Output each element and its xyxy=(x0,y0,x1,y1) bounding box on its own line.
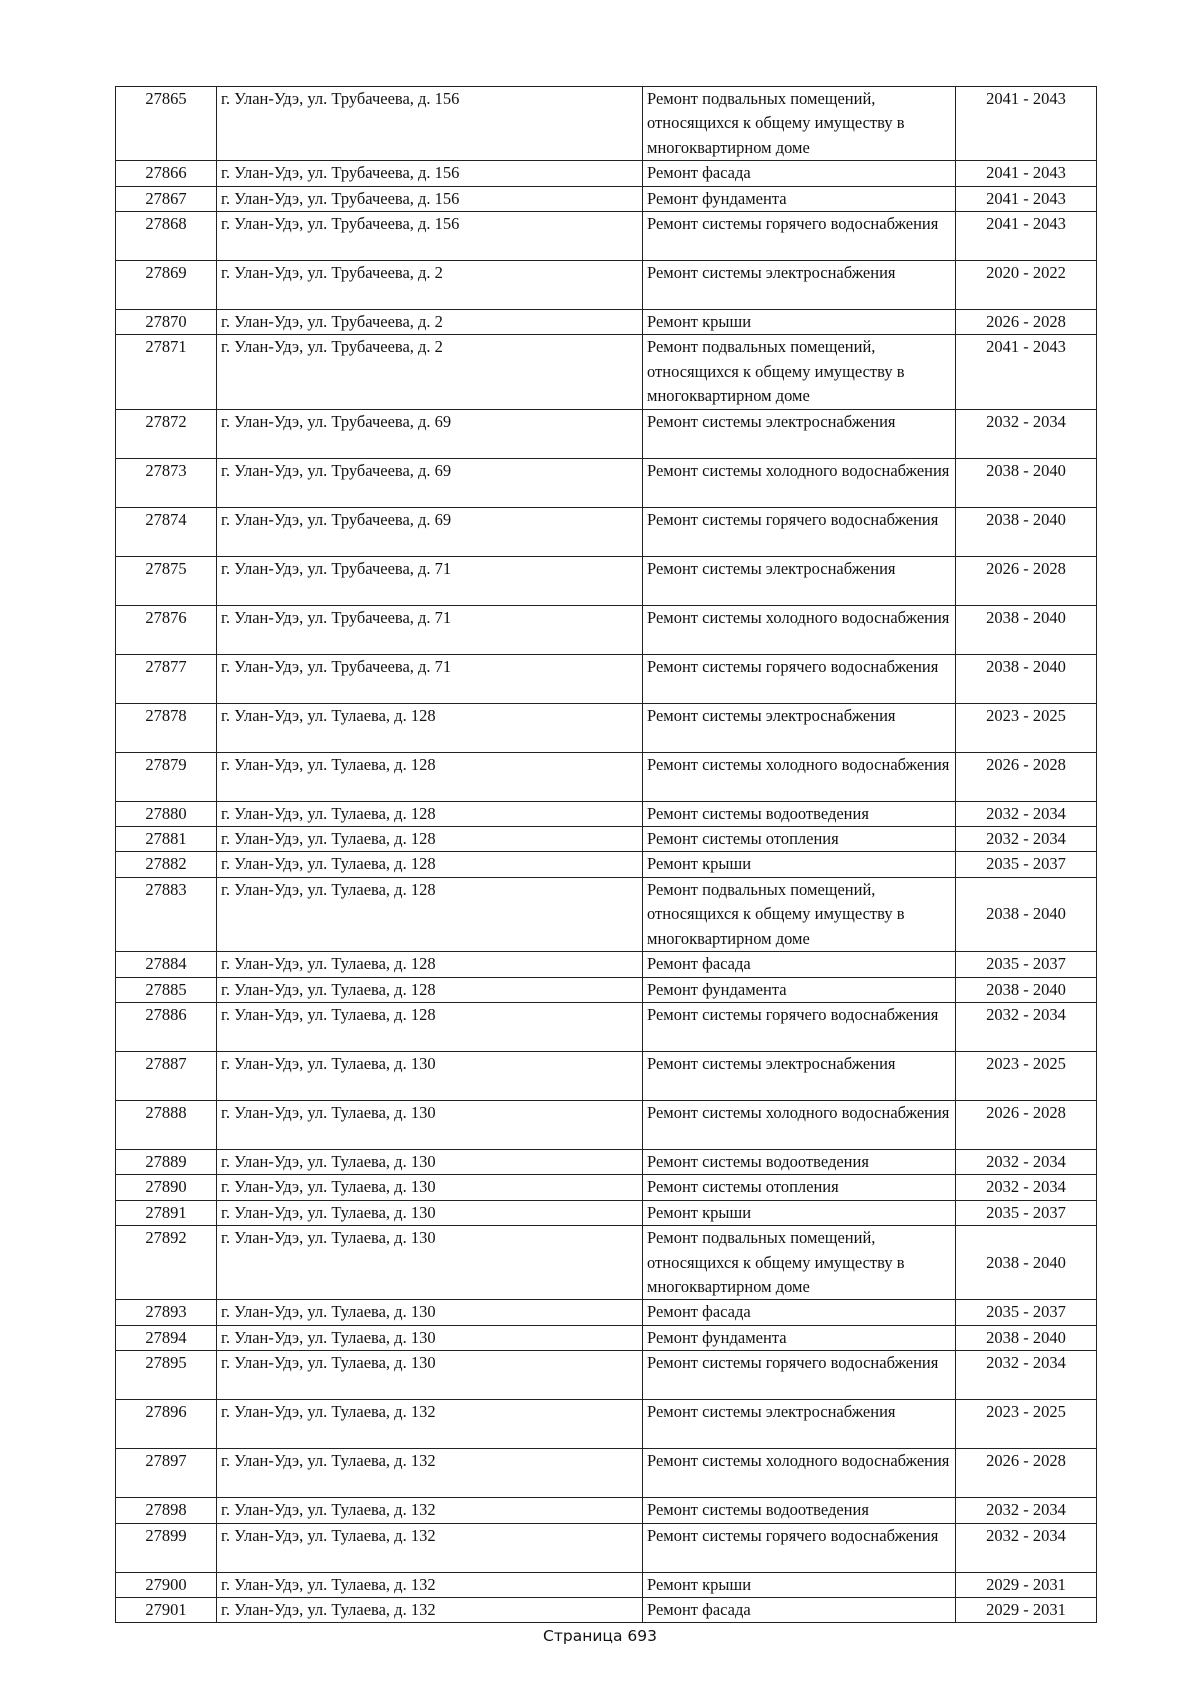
address-cell: г. Улан-Удэ, ул. Трубачеева, д. 2 xyxy=(217,261,643,310)
row-number-cell: 27874 xyxy=(116,507,217,556)
work-type-cell: Ремонт фундамента xyxy=(643,1325,956,1350)
table-row xyxy=(116,1400,1097,1449)
row-number-cell: 27875 xyxy=(116,556,217,605)
years-cell: 2038 - 2040 xyxy=(956,877,1097,951)
row-number-cell: 27887 xyxy=(116,1051,217,1100)
row-number-cell: 27885 xyxy=(116,977,217,1002)
table-row xyxy=(116,654,1097,703)
work-type-cell: Ремонт крыши xyxy=(643,1200,956,1225)
work-type-cell: Ремонт подвальных помещений, относящихся к общему имуществу в многоквартирном доме xyxy=(643,877,956,951)
work-type-cell: Ремонт системы холодного водоснабжения xyxy=(643,1449,956,1498)
address-cell: г. Улан-Удэ, ул. Трубачеева, д. 71 xyxy=(217,556,643,605)
table-row xyxy=(116,161,1097,186)
table-row xyxy=(116,801,1097,826)
address-cell: г. Улан-Удэ, ул. Тулаева, д. 130 xyxy=(217,1149,643,1174)
work-type-cell: Ремонт системы отопления xyxy=(643,1175,956,1200)
address-cell: г. Улан-Удэ, ул. Тулаева, д. 130 xyxy=(217,1200,643,1225)
years-cell: 2035 - 2037 xyxy=(956,1200,1097,1225)
work-type-cell: Ремонт фасада xyxy=(643,952,956,977)
work-type-cell: Ремонт подвальных помещений, относящихся к общему имуществу в многоквартирном доме xyxy=(643,87,956,161)
years-cell: 2035 - 2037 xyxy=(956,952,1097,977)
years-cell: 2041 - 2043 xyxy=(956,212,1097,261)
work-type-cell: Ремонт системы холодного водоснабжения xyxy=(643,458,956,507)
years-cell: 2038 - 2040 xyxy=(956,458,1097,507)
years-cell: 2038 - 2040 xyxy=(956,1226,1097,1300)
work-type-cell: Ремонт фундамента xyxy=(643,186,956,211)
work-type-cell: Ремонт системы холодного водоснабжения xyxy=(643,1100,956,1149)
address-cell: г. Улан-Удэ, ул. Тулаева, д. 128 xyxy=(217,752,643,801)
work-type-cell: Ремонт системы горячего водоснабжения xyxy=(643,507,956,556)
years-cell: 2038 - 2040 xyxy=(956,654,1097,703)
row-number-cell: 27892 xyxy=(116,1226,217,1300)
work-type-cell: Ремонт крыши xyxy=(643,852,956,877)
row-number-cell: 27873 xyxy=(116,458,217,507)
table-row xyxy=(116,977,1097,1002)
work-type-cell: Ремонт системы отопления xyxy=(643,827,956,852)
table-row xyxy=(116,1175,1097,1200)
work-type-cell: Ремонт фасада xyxy=(643,161,956,186)
row-number-cell: 27869 xyxy=(116,261,217,310)
table-row xyxy=(116,827,1097,852)
years-cell: 2041 - 2043 xyxy=(956,335,1097,409)
table-row xyxy=(116,852,1097,877)
address-cell: г. Улан-Удэ, ул. Тулаева, д. 128 xyxy=(217,827,643,852)
years-cell: 2038 - 2040 xyxy=(956,507,1097,556)
years-cell: 2041 - 2043 xyxy=(956,186,1097,211)
row-number-cell: 27879 xyxy=(116,752,217,801)
table-row xyxy=(116,752,1097,801)
row-number-cell: 27882 xyxy=(116,852,217,877)
years-cell: 2026 - 2028 xyxy=(956,1100,1097,1149)
years-cell: 2029 - 2031 xyxy=(956,1597,1097,1622)
work-type-cell: Ремонт системы водоотведения xyxy=(643,801,956,826)
row-number-cell: 27876 xyxy=(116,605,217,654)
address-cell: г. Улан-Удэ, ул. Трубачеева, д. 156 xyxy=(217,161,643,186)
years-cell: 2038 - 2040 xyxy=(956,605,1097,654)
years-cell: 2020 - 2022 xyxy=(956,261,1097,310)
address-cell: г. Улан-Удэ, ул. Тулаева, д. 130 xyxy=(217,1051,643,1100)
address-cell: г. Улан-Удэ, ул. Тулаева, д. 130 xyxy=(217,1226,643,1300)
years-cell: 2032 - 2034 xyxy=(956,1351,1097,1400)
years-cell: 2032 - 2034 xyxy=(956,1523,1097,1572)
address-cell: г. Улан-Удэ, ул. Тулаева, д. 128 xyxy=(217,952,643,977)
row-number-cell: 27888 xyxy=(116,1100,217,1149)
table-row xyxy=(116,409,1097,458)
years-cell: 2032 - 2034 xyxy=(956,1002,1097,1051)
table-row xyxy=(116,310,1097,335)
row-number-cell: 27868 xyxy=(116,212,217,261)
work-type-cell: Ремонт системы горячего водоснабжения xyxy=(643,654,956,703)
years-cell: 2032 - 2034 xyxy=(956,1149,1097,1174)
years-cell: 2035 - 2037 xyxy=(956,1300,1097,1325)
row-number-cell: 27883 xyxy=(116,877,217,951)
address-cell: г. Улан-Удэ, ул. Тулаева, д. 128 xyxy=(217,801,643,826)
work-type-cell: Ремонт системы водоотведения xyxy=(643,1498,956,1523)
address-cell: г. Улан-Удэ, ул. Трубачеева, д. 156 xyxy=(217,212,643,261)
registry-table xyxy=(115,86,1097,1623)
table-row xyxy=(116,1597,1097,1622)
address-cell: г. Улан-Удэ, ул. Трубачеева, д. 71 xyxy=(217,654,643,703)
table-row xyxy=(116,1100,1097,1149)
row-number-cell: 27899 xyxy=(116,1523,217,1572)
address-cell: г. Улан-Удэ, ул. Тулаева, д. 128 xyxy=(217,703,643,752)
table-row xyxy=(116,703,1097,752)
table-row xyxy=(116,1449,1097,1498)
row-number-cell: 27894 xyxy=(116,1325,217,1350)
work-type-cell: Ремонт фундамента xyxy=(643,977,956,1002)
work-type-cell: Ремонт системы горячего водоснабжения xyxy=(643,1002,956,1051)
work-type-cell: Ремонт системы электроснабжения xyxy=(643,703,956,752)
table-row xyxy=(116,1325,1097,1350)
row-number-cell: 27896 xyxy=(116,1400,217,1449)
row-number-cell: 27880 xyxy=(116,801,217,826)
address-cell: г. Улан-Удэ, ул. Тулаева, д. 130 xyxy=(217,1351,643,1400)
row-number-cell: 27893 xyxy=(116,1300,217,1325)
row-number-cell: 27867 xyxy=(116,186,217,211)
years-cell: 2026 - 2028 xyxy=(956,310,1097,335)
address-cell: г. Улан-Удэ, ул. Тулаева, д. 130 xyxy=(217,1300,643,1325)
table-row xyxy=(116,335,1097,409)
work-type-cell: Ремонт крыши xyxy=(643,1572,956,1597)
table-row xyxy=(116,605,1097,654)
row-number-cell: 27884 xyxy=(116,952,217,977)
registry-table-body xyxy=(116,87,1097,1623)
table-row xyxy=(116,186,1097,211)
table-row xyxy=(116,1051,1097,1100)
table-row xyxy=(116,1523,1097,1572)
work-type-cell: Ремонт системы холодного водоснабжения xyxy=(643,605,956,654)
row-number-cell: 27889 xyxy=(116,1149,217,1174)
row-number-cell: 27871 xyxy=(116,335,217,409)
work-type-cell: Ремонт подвальных помещений, относящихся к общему имуществу в многоквартирном доме xyxy=(643,1226,956,1300)
work-type-cell: Ремонт крыши xyxy=(643,310,956,335)
row-number-cell: 27865 xyxy=(116,87,217,161)
years-cell: 2023 - 2025 xyxy=(956,1051,1097,1100)
address-cell: г. Улан-Удэ, ул. Тулаева, д. 130 xyxy=(217,1175,643,1200)
address-cell: г. Улан-Удэ, ул. Тулаева, д. 130 xyxy=(217,1100,643,1149)
years-cell: 2038 - 2040 xyxy=(956,1325,1097,1350)
row-number-cell: 27895 xyxy=(116,1351,217,1400)
years-cell: 2032 - 2034 xyxy=(956,409,1097,458)
row-number-cell: 27886 xyxy=(116,1002,217,1051)
table-row xyxy=(116,556,1097,605)
work-type-cell: Ремонт системы электроснабжения xyxy=(643,1051,956,1100)
row-number-cell: 27901 xyxy=(116,1597,217,1622)
table-row xyxy=(116,1226,1097,1300)
address-cell: г. Улан-Удэ, ул. Трубачеева, д. 69 xyxy=(217,409,643,458)
work-type-cell: Ремонт системы электроснабжения xyxy=(643,261,956,310)
table-row xyxy=(116,1498,1097,1523)
years-cell: 2023 - 2025 xyxy=(956,1400,1097,1449)
years-cell: 2041 - 2043 xyxy=(956,87,1097,161)
years-cell: 2038 - 2040 xyxy=(956,977,1097,1002)
address-cell: г. Улан-Удэ, ул. Тулаева, д. 130 xyxy=(217,1325,643,1350)
table-row xyxy=(116,1200,1097,1225)
table-row xyxy=(116,1572,1097,1597)
address-cell: г. Улан-Удэ, ул. Тулаева, д. 128 xyxy=(217,1002,643,1051)
table-row xyxy=(116,1300,1097,1325)
table-row xyxy=(116,952,1097,977)
address-cell: г. Улан-Удэ, ул. Тулаева, д. 128 xyxy=(217,877,643,951)
table-row xyxy=(116,1351,1097,1400)
row-number-cell: 27890 xyxy=(116,1175,217,1200)
years-cell: 2035 - 2037 xyxy=(956,852,1097,877)
work-type-cell: Ремонт системы горячего водоснабжения xyxy=(643,1351,956,1400)
work-type-cell: Ремонт системы холодного водоснабжения xyxy=(643,752,956,801)
years-cell: 2032 - 2034 xyxy=(956,801,1097,826)
work-type-cell: Ремонт системы горячего водоснабжения xyxy=(643,212,956,261)
years-cell: 2026 - 2028 xyxy=(956,1449,1097,1498)
row-number-cell: 27877 xyxy=(116,654,217,703)
years-cell: 2032 - 2034 xyxy=(956,1498,1097,1523)
work-type-cell: Ремонт фасада xyxy=(643,1300,956,1325)
row-number-cell: 27900 xyxy=(116,1572,217,1597)
work-type-cell: Ремонт системы электроснабжения xyxy=(643,409,956,458)
address-cell: г. Улан-Удэ, ул. Тулаева, д. 132 xyxy=(217,1597,643,1622)
years-cell: 2032 - 2034 xyxy=(956,1175,1097,1200)
row-number-cell: 27870 xyxy=(116,310,217,335)
work-type-cell: Ремонт фасада xyxy=(643,1597,956,1622)
address-cell: г. Улан-Удэ, ул. Тулаева, д. 128 xyxy=(217,852,643,877)
table-row xyxy=(116,212,1097,261)
address-cell: г. Улан-Удэ, ул. Тулаева, д. 132 xyxy=(217,1400,643,1449)
table-row xyxy=(116,1149,1097,1174)
years-cell: 2032 - 2034 xyxy=(956,827,1097,852)
address-cell: г. Улан-Удэ, ул. Трубачеева, д. 71 xyxy=(217,605,643,654)
work-type-cell: Ремонт системы электроснабжения xyxy=(643,1400,956,1449)
row-number-cell: 27898 xyxy=(116,1498,217,1523)
work-type-cell: Ремонт системы электроснабжения xyxy=(643,556,956,605)
table-row xyxy=(116,458,1097,507)
years-cell: 2041 - 2043 xyxy=(956,161,1097,186)
row-number-cell: 27878 xyxy=(116,703,217,752)
address-cell: г. Улан-Удэ, ул. Тулаева, д. 132 xyxy=(217,1498,643,1523)
years-cell: 2026 - 2028 xyxy=(956,556,1097,605)
row-number-cell: 27881 xyxy=(116,827,217,852)
address-cell: г. Улан-Удэ, ул. Трубачеева, д. 2 xyxy=(217,335,643,409)
years-cell: 2026 - 2028 xyxy=(956,752,1097,801)
address-cell: г. Улан-Удэ, ул. Тулаева, д. 132 xyxy=(217,1523,643,1572)
address-cell: г. Улан-Удэ, ул. Трубачеева, д. 2 xyxy=(217,310,643,335)
address-cell: г. Улан-Удэ, ул. Трубачеева, д. 69 xyxy=(217,458,643,507)
years-cell: 2023 - 2025 xyxy=(956,703,1097,752)
address-cell: г. Улан-Удэ, ул. Трубачеева, д. 156 xyxy=(217,87,643,161)
row-number-cell: 27872 xyxy=(116,409,217,458)
address-cell: г. Улан-Удэ, ул. Тулаева, д. 132 xyxy=(217,1572,643,1597)
years-cell: 2029 - 2031 xyxy=(956,1572,1097,1597)
row-number-cell: 27866 xyxy=(116,161,217,186)
work-type-cell: Ремонт системы горячего водоснабжения xyxy=(643,1523,956,1572)
address-cell: г. Улан-Удэ, ул. Тулаева, д. 132 xyxy=(217,1449,643,1498)
address-cell: г. Улан-Удэ, ул. Трубачеева, д. 156 xyxy=(217,186,643,211)
row-number-cell: 27891 xyxy=(116,1200,217,1225)
work-type-cell: Ремонт подвальных помещений, относящихся к общему имуществу в многоквартирном доме xyxy=(643,335,956,409)
row-number-cell: 27897 xyxy=(116,1449,217,1498)
table-row xyxy=(116,1002,1097,1051)
table-row xyxy=(116,261,1097,310)
table-row xyxy=(116,877,1097,951)
address-cell: г. Улан-Удэ, ул. Трубачеева, д. 69 xyxy=(217,507,643,556)
work-type-cell: Ремонт системы водоотведения xyxy=(643,1149,956,1174)
address-cell: г. Улан-Удэ, ул. Тулаева, д. 128 xyxy=(217,977,643,1002)
table-row xyxy=(116,87,1097,161)
table-row xyxy=(116,507,1097,556)
page-number: Страница 693 xyxy=(543,1627,657,1645)
